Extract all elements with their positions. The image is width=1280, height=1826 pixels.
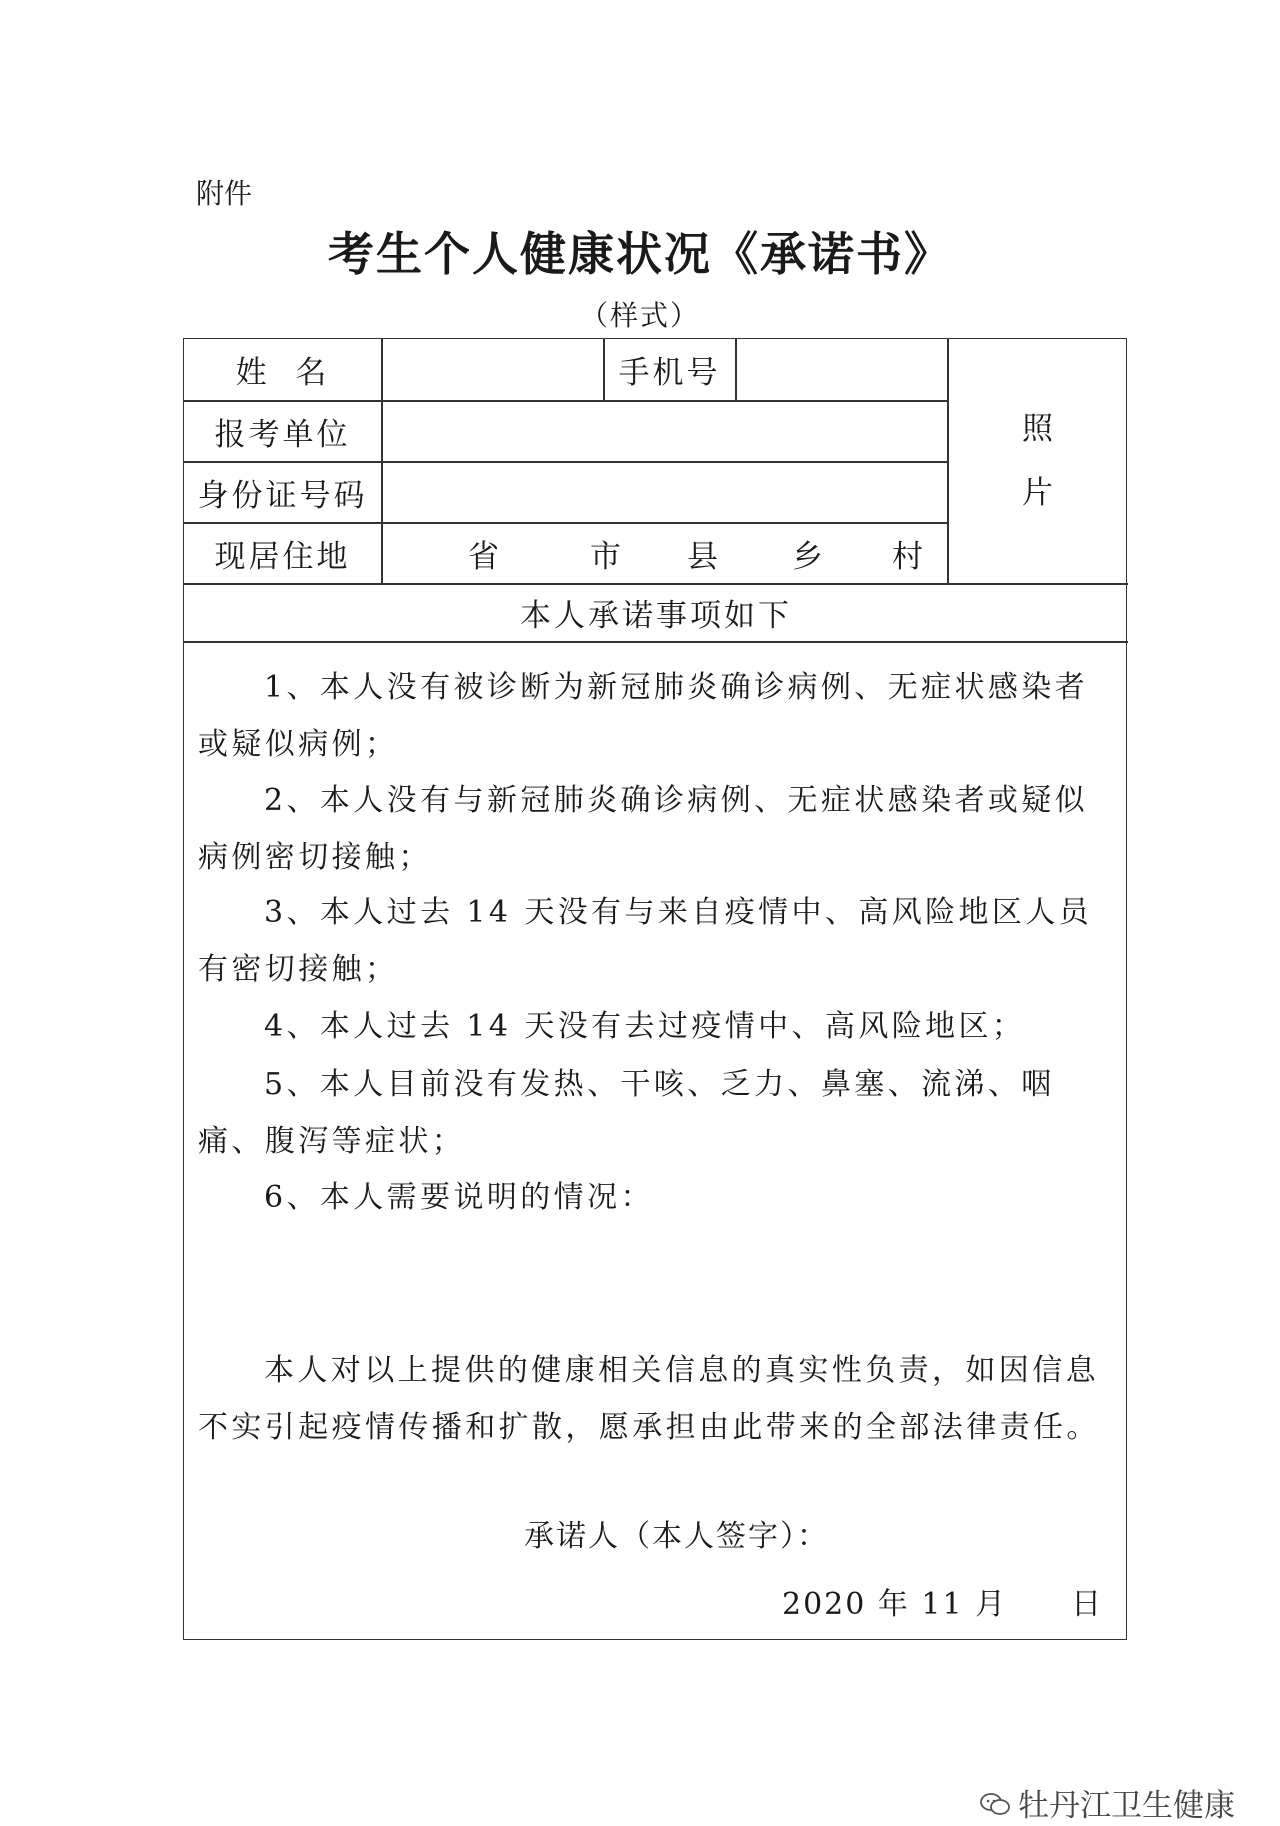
attachment-label: 附件	[196, 177, 253, 210]
village-label: 村	[892, 538, 926, 575]
commitment-item-2: 2、本人没有与新冠肺炎确诊病例、无症状感染者或疑似病例密切接触；	[198, 783, 1089, 875]
chat-icon	[980, 1790, 1010, 1816]
photo-box[interactable]	[947, 339, 1128, 583]
unit-label: 报考单位	[214, 417, 351, 453]
commitment-item-3: 3、本人过去 14 天没有与来自疫情中、高风险地区人员有密切接触；	[198, 895, 1093, 987]
row-divider	[184, 641, 1128, 643]
commitment-form	[183, 338, 1127, 1640]
photo-char-2: 片	[1022, 475, 1053, 511]
commitment-item-4: 4、本人过去 14 天没有去过疫情中、高风险地区；	[264, 1009, 1026, 1044]
signature-date: 2020 年 11 月 日	[782, 1587, 1104, 1622]
commitment-item-1: 1、本人没有被诊断为新冠肺炎确诊病例、无症状感染者或疑似病例；	[198, 670, 1089, 762]
residence-label: 现居住地	[214, 538, 351, 575]
commitment-heading: 本人承诺事项如下	[520, 598, 792, 634]
name-field[interactable]	[382, 339, 603, 400]
name-label: 姓 名	[235, 355, 330, 391]
id-label: 身份证号码	[197, 478, 368, 514]
photo-char-1: 照	[1022, 411, 1053, 447]
signature-label: 承诺人（本人签字）：	[524, 1519, 829, 1554]
commitment-item-5: 5、本人目前没有发热、干咳、乏力、鼻塞、流涕、咽痛、腹泻等症状；	[198, 1067, 1055, 1159]
township-label: 乡	[792, 538, 826, 575]
phone-label: 手机号	[618, 355, 721, 391]
province-label: 省	[468, 538, 502, 575]
phone-field[interactable]	[736, 339, 947, 400]
unit-field[interactable]	[382, 401, 947, 462]
watermark-text: 牡丹江卫生健康	[1018, 1788, 1235, 1824]
commitment-item-6: 6、本人需要说明的情况：	[264, 1180, 654, 1215]
city-label: 市	[590, 538, 624, 575]
residence-field[interactable]	[382, 523, 947, 583]
county-label: 县	[687, 538, 721, 575]
page-subtitle: （样式）	[579, 299, 700, 332]
page-title: 考生个人健康状况《承诺书》	[328, 227, 952, 281]
watermark	[980, 1780, 1235, 1825]
id-field[interactable]	[382, 462, 947, 523]
declaration-text: 本人对以上提供的健康相关信息的真实性负责，如因信息不实引起疫情传播和扩散，愿承担由此带来的全部法律责任。	[198, 1353, 1100, 1445]
